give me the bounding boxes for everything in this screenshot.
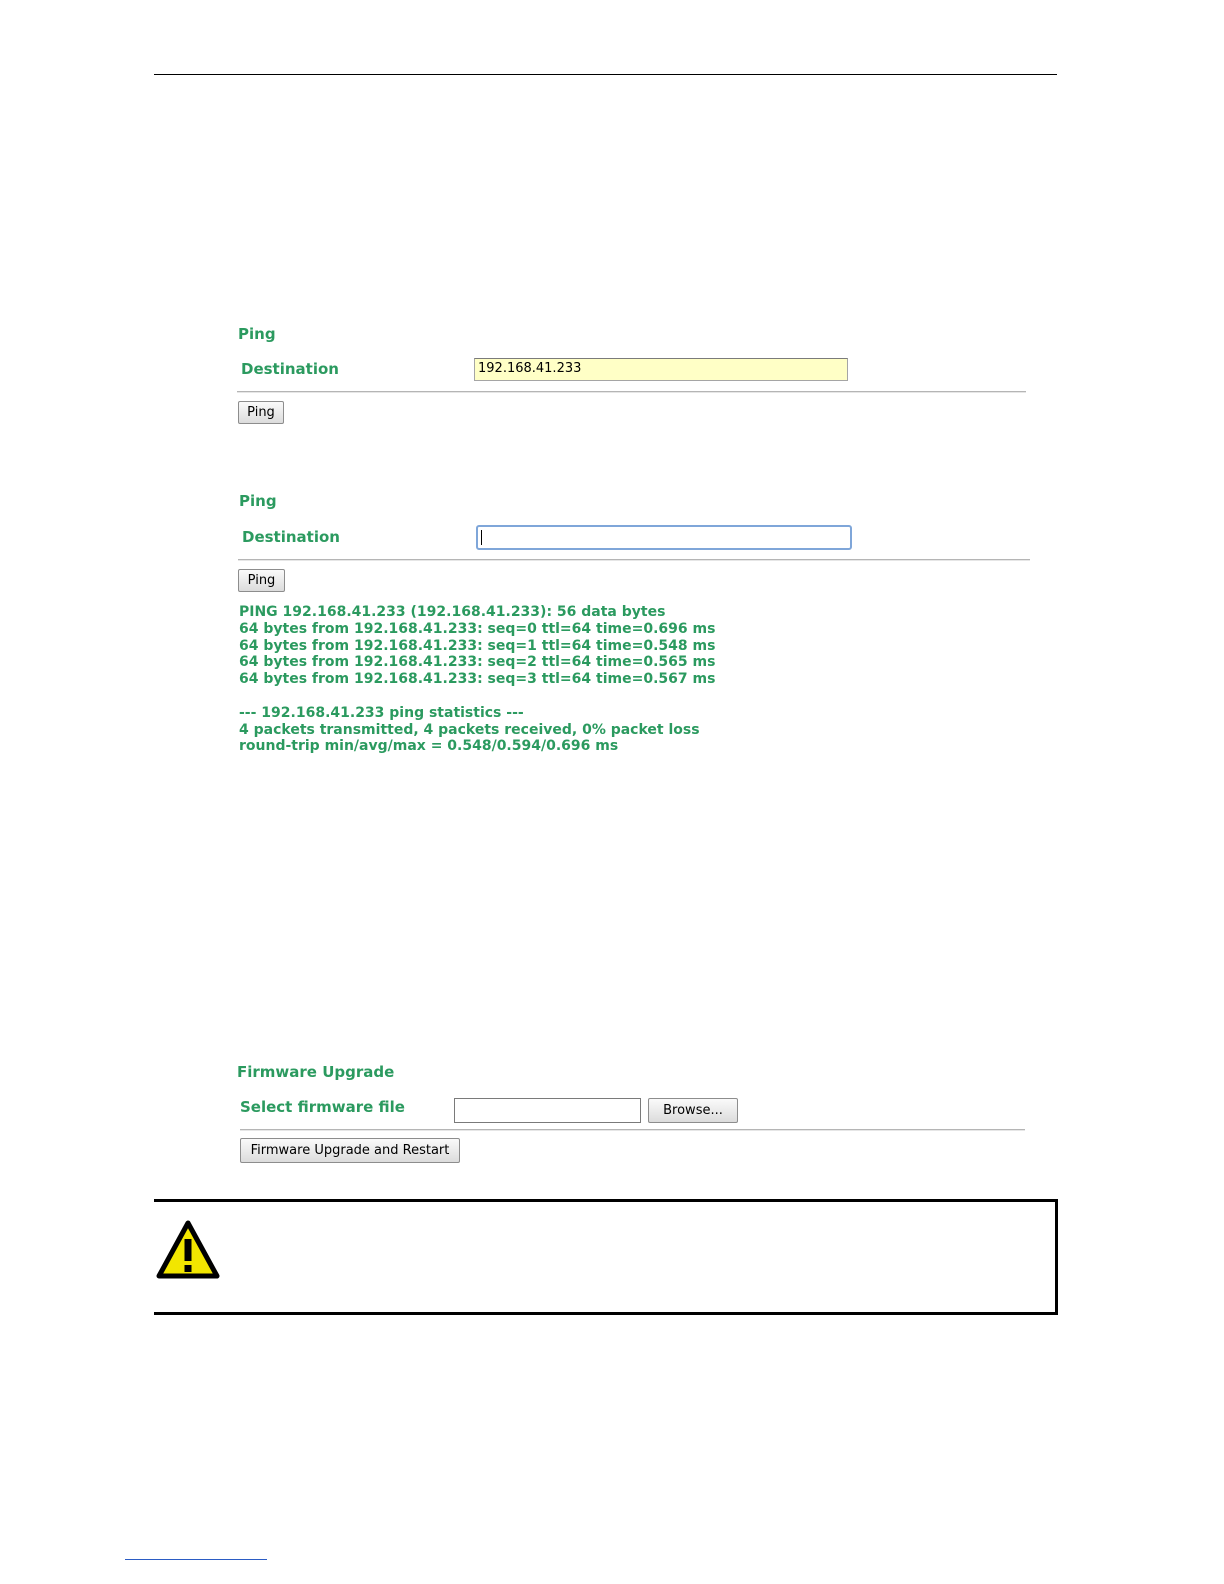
ping-panel-2-destination-label: Destination — [242, 528, 340, 546]
ping-output-line: 64 bytes from 192.168.41.233: seq=3 ttl=64 time=0.567 ms — [239, 671, 716, 688]
firmware-panel-separator — [240, 1129, 1025, 1131]
ping-panel-1-title: Ping — [238, 325, 276, 343]
firmware-panel-title: Firmware Upgrade — [237, 1063, 395, 1081]
ping-panel-2-ping-button[interactable]: Ping — [238, 569, 285, 592]
ping-output-line: --- 192.168.41.233 ping statistics --- — [239, 704, 524, 721]
text-caret — [481, 530, 482, 545]
firmware-upgrade-restart-button[interactable]: Firmware Upgrade and Restart — [240, 1138, 460, 1163]
ping-output-line: 4 packets transmitted, 4 packets received, 0% packet loss — [239, 721, 700, 738]
ping-panel-1-destination-input[interactable]: 192.168.41.233 — [474, 358, 848, 381]
ping-panel-1-destination-label: Destination — [241, 360, 339, 378]
warning-box — [154, 1199, 1058, 1315]
firmware-file-input[interactable] — [454, 1098, 641, 1123]
ping-output-line: PING 192.168.41.233 (192.168.41.233): 56 data bytes — [239, 604, 666, 620]
ping-panel-2-separator — [238, 559, 1030, 561]
ping-output-line: 64 bytes from 192.168.41.233: seq=0 ttl=64 time=0.696 ms — [239, 620, 716, 637]
ping-output-line: round-trip min/avg/max = 0.548/0.594/0.696 ms — [239, 738, 619, 755]
ping-output-line: 64 bytes from 192.168.41.233: seq=2 ttl=64 time=0.565 ms — [239, 654, 716, 671]
ping-output — [239, 604, 715, 755]
warning-triangle-icon — [156, 1220, 220, 1280]
browse-button[interactable]: Browse... — [648, 1098, 738, 1123]
ping-output-line — [239, 688, 715, 705]
ping-panel-2-title: Ping — [239, 492, 277, 510]
header-rule — [154, 74, 1057, 75]
firmware-select-label: Select firmware file — [240, 1098, 405, 1116]
ping-panel-1-ping-button[interactable]: Ping — [238, 401, 284, 424]
ping-panel-1-separator — [237, 391, 1026, 393]
ping-panel-2-destination-input[interactable] — [476, 525, 852, 550]
footer-link-underline — [125, 1559, 267, 1560]
ping-output-line: 64 bytes from 192.168.41.233: seq=1 ttl=64 time=0.548 ms — [239, 637, 716, 654]
